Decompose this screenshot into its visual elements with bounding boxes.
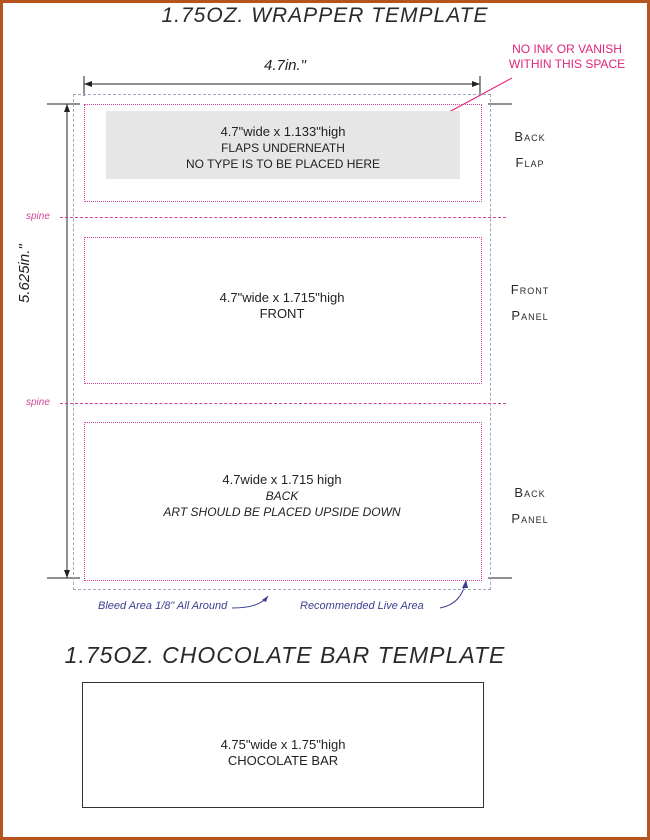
back-flap-side-line-2: Flap [515, 155, 545, 170]
back-flap-line-3: NO TYPE IS TO BE PLACED HERE [185, 157, 381, 171]
spine-label-top: spine [26, 211, 50, 222]
wrapper-title: 1.75OZ. WRAPPER TEMPLATE [161, 4, 489, 27]
back-flap-line-2: FLAPS UNDERNEATH [221, 141, 345, 155]
bleed-area-hint: Bleed Area 1/8" All Around [98, 600, 228, 612]
back-panel-side-line-1: Back [514, 485, 546, 500]
back-flap-side-label [490, 124, 570, 176]
width-dimension-label: 4.7in." [263, 57, 307, 74]
front-panel-side-label [490, 277, 570, 329]
back-flap-text [106, 124, 460, 172]
spine-label-bottom: spine [26, 397, 50, 408]
back-panel-line-2: BACK [265, 489, 299, 503]
back-panel-side-label [490, 480, 570, 532]
chocolate-bar-text [82, 737, 484, 769]
back-panel-line-3: ART SHOULD BE PLACED UPSIDE DOWN [163, 505, 401, 519]
chocolate-bar-title: 1.75OZ. CHOCOLATE BAR TEMPLATE [64, 642, 506, 668]
front-panel-size: 4.7"wide x 1.715"high [219, 290, 345, 305]
front-panel-side-line-2: Panel [511, 308, 549, 323]
live-area-hint: Recommended Live Area [300, 600, 424, 612]
chocolate-bar-size: 4.75"wide x 1.75"high [220, 737, 346, 752]
back-panel-text [84, 472, 480, 520]
front-panel-line-2: FRONT [259, 306, 305, 321]
chocolate-bar-line-2: CHOCOLATE BAR [227, 753, 339, 768]
back-panel-side-line-2: Panel [511, 511, 549, 526]
no-ink-note [492, 42, 642, 72]
front-panel-text [84, 290, 480, 322]
front-panel-side-line-1: Front [510, 282, 550, 297]
no-ink-note-line-1: NO INK OR VANISH [512, 42, 622, 56]
back-flap-side-line-1: Back [514, 129, 546, 144]
no-ink-note-line-2: WITHIN THIS SPACE [508, 57, 626, 71]
spine-line-bottom [60, 403, 506, 404]
back-flap-size: 4.7"wide x 1.133"high [220, 124, 346, 139]
back-panel-size: 4.7wide x 1.715 high [222, 472, 342, 487]
spine-line-top [60, 217, 506, 218]
height-dimension-label: 5.625in." [16, 244, 33, 303]
